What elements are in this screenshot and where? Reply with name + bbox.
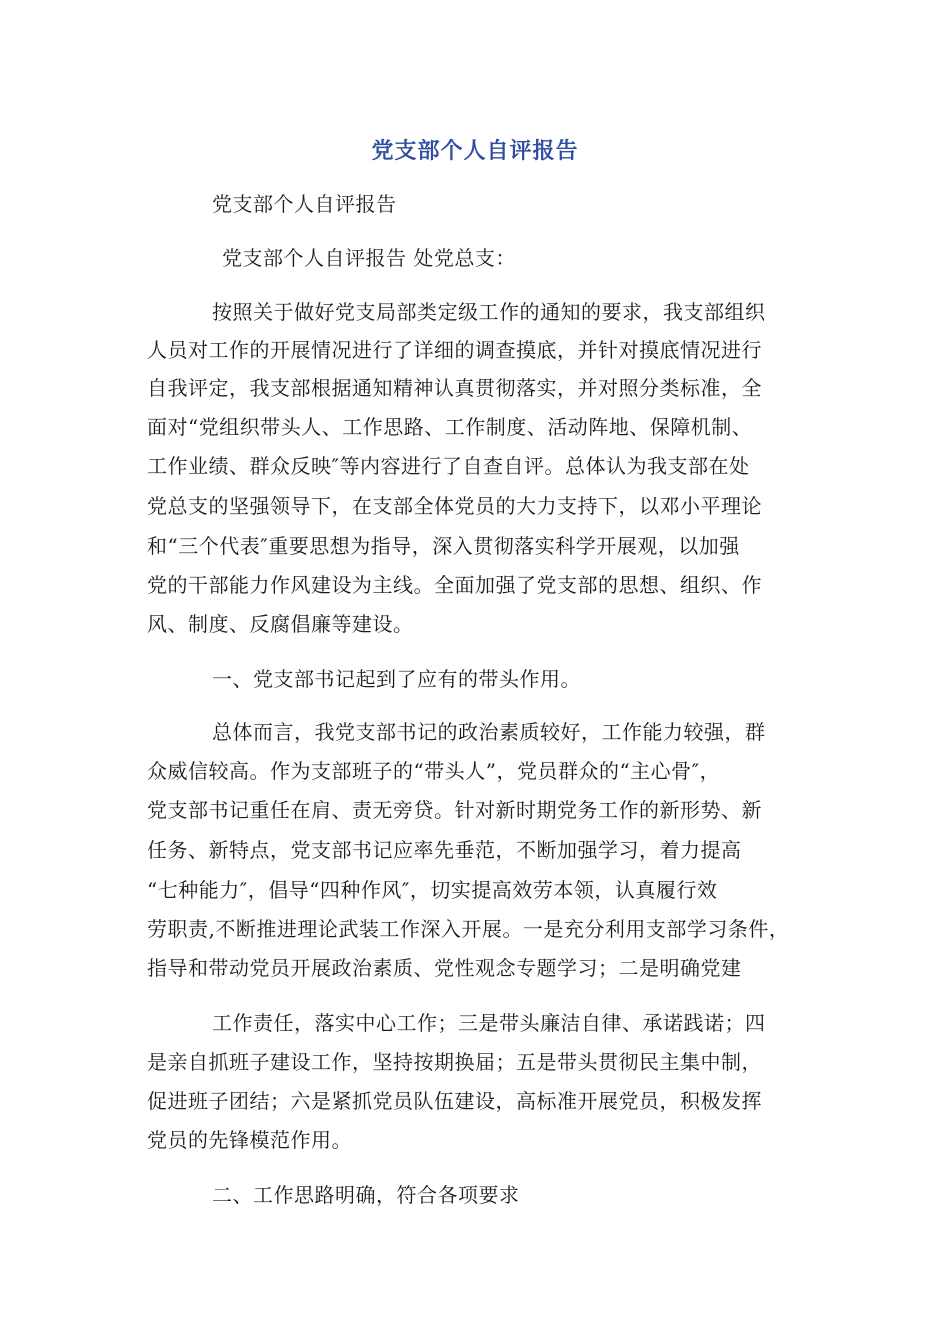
- paragraph-line: 劳职责,不断推进理论武装工作深入开展。一是充分利用支部学习条件，: [147, 917, 790, 941]
- paragraph-line: 党的干部能力作风建设为主线。全面加强了党支部的思想、组织、作: [147, 573, 762, 597]
- paragraph-line: 众威信较高。作为支部班子的“带头人”，党员群众的“主心骨″，: [147, 759, 721, 783]
- paragraph-line: 总体而言，我党支部书记的政治素质较好，工作能力较强，群: [212, 720, 766, 744]
- salutation: 党支部个人自评报告 处党总支：: [222, 246, 516, 270]
- paragraph-line: 人员对工作的开展情况进行了详细的调查摸底，并针对摸底情况进行: [147, 338, 762, 362]
- paragraph-line: 工作业绩、群众反映″等内容进行了自查自评。总体认为我支部在处: [147, 454, 750, 478]
- section-heading-1: 一、党支部书记起到了应有的带头作用。: [212, 667, 581, 691]
- paragraph-line: 自我评定，我支部根据通知精神认真贯彻落实，并对照分类标准，全: [147, 376, 762, 400]
- paragraph-line: 党支部书记重任在肩、责无旁贷。针对新时期党务工作的新形势、新: [147, 798, 762, 822]
- document-subtitle: 党支部个人自评报告: [212, 192, 397, 216]
- paragraph-line: 促进班子团结；六是紧抓党员队伍建设，高标准开展党员，积极发挥: [147, 1089, 762, 1113]
- paragraph-line: 任务、新特点，党支部书记应率先垂范，不断加强学习，着力提高: [147, 838, 742, 862]
- paragraph-line: 面对“党组织带头人、工作思路、工作制度、活动阵地、保障机制、: [147, 415, 753, 439]
- paragraph-line: 指导和带动党员开展政治素质、党性观念专题学习；二是明确党建: [147, 956, 742, 980]
- paragraph-line: 党总支的坚强领导下，在支部全体党员的大力支持下，以邓小平理论: [147, 494, 762, 518]
- paragraph-line: 和“三个代表″重要思想为指导，深入贯彻落实科学开展观，以加强: [147, 534, 740, 558]
- paragraph-line: 是亲自抓班子建设工作，坚持按期换届；五是带头贯彻民主集中制，: [147, 1050, 762, 1074]
- paragraph-line: 风、制度、反腐倡廉等建设。: [147, 612, 414, 636]
- paragraph-line: 党员的先锋模范作用。: [147, 1128, 352, 1152]
- paragraph-line: 按照关于做好党支局部类定级工作的通知的要求，我支部组织: [212, 300, 766, 324]
- section-heading-2: 二、工作思路明确，符合各项要求: [212, 1183, 520, 1207]
- paragraph-line: 工作责任，落实中心工作；三是带头廉洁自律、承诺践诺；四: [212, 1011, 766, 1035]
- paragraph-line: “七种能力″，倡导“四种作风″，切实提高效劳本领，认真履行效: [147, 878, 718, 902]
- document-title: 党支部个人自评报告: [371, 139, 579, 164]
